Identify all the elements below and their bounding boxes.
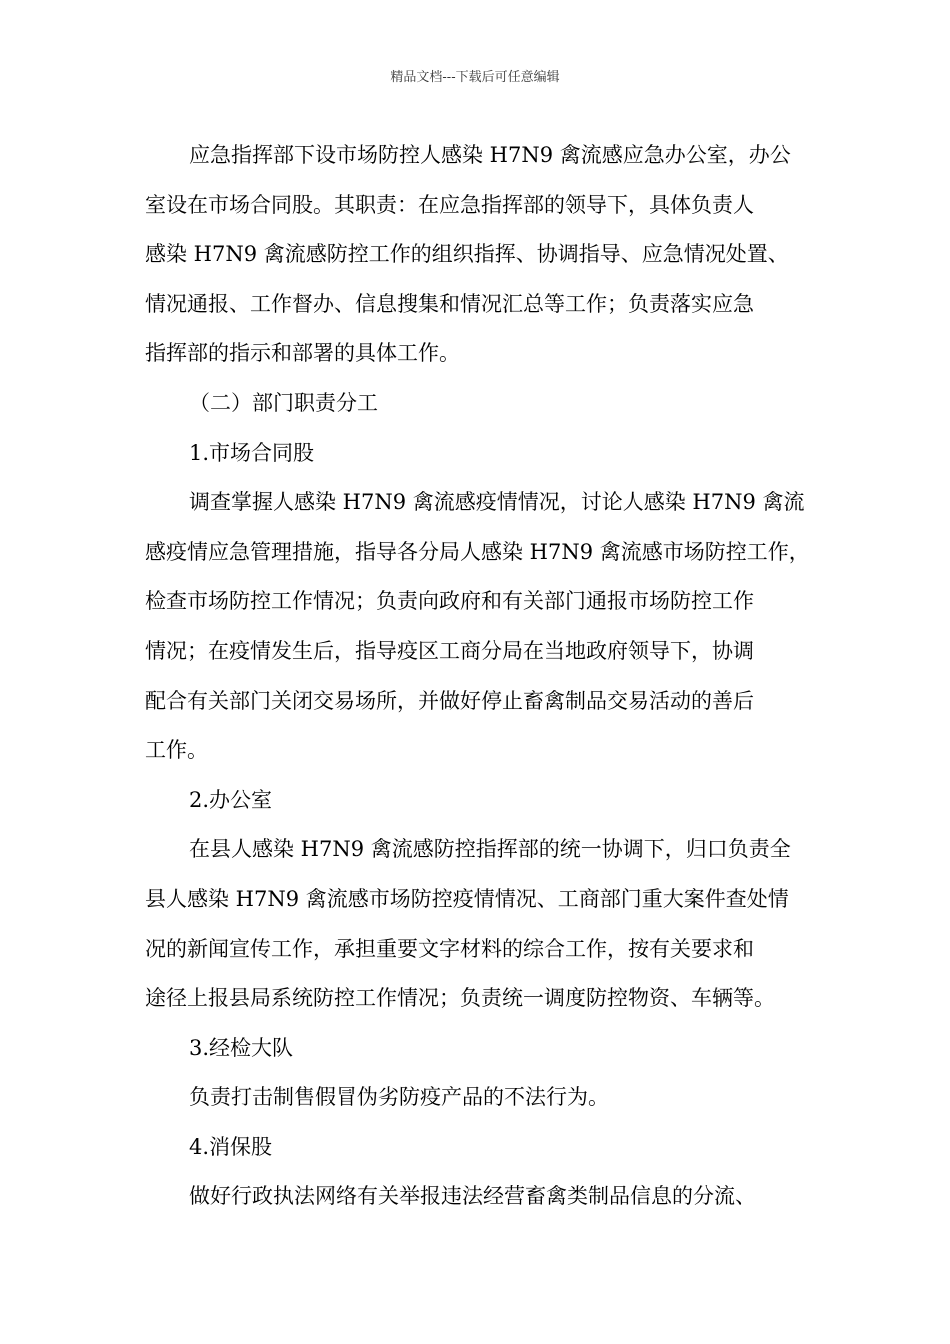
paragraph-line: 指挥部的指示和部署的具体工作。 bbox=[145, 341, 460, 366]
page-header: 精品文档---下载后可任意编辑 bbox=[390, 70, 560, 85]
paragraph-line: 感疫情应急管理措施，指导各分局人感染 H7N9 禽流感市场防控工作， bbox=[145, 539, 810, 564]
paragraph-line: 况的新闻宣传工作，承担重要文字材料的综合工作，按有关要求和 bbox=[145, 936, 754, 961]
paragraph-line: 应急指挥部下设市场防控人感染 H7N9 禽流感应急办公室，办公 bbox=[189, 143, 791, 167]
paragraph-line: 感染 H7N9 禽流感防控工作的组织指挥、协调指导、应急情况处置、 bbox=[145, 242, 789, 267]
paragraph-line: 检查市场防控工作情况；负责向政府和有关部门通报市场防控工作 bbox=[145, 589, 754, 614]
paragraph-line: 情况；在疫情发生后，指导疫区工商分局在当地政府领导下，协调 bbox=[145, 638, 754, 663]
document-body bbox=[145, 131, 823, 1222]
section-heading: （二）部门职责分工 bbox=[189, 390, 378, 415]
paragraph-line: 室设在市场合同股。其职责：在应急指挥部的领导下，具体负责人 bbox=[145, 192, 754, 217]
subsection-heading: 1.市场合同股 bbox=[189, 440, 315, 465]
paragraph-line: 情况通报、工作督办、信息搜集和情况汇总等工作；负责落实应急 bbox=[145, 291, 754, 316]
paragraph-line: 县人感染 H7N9 禽流感市场防控疫情情况、工商部门重大案件查处情 bbox=[145, 886, 789, 911]
paragraph-line: 做好行政执法网络有关举报违法经营畜禽类制品信息的分流、 bbox=[189, 1184, 756, 1209]
paragraph-line: 途径上报县局系统防控工作情况；负责统一调度防控物资、车辆等。 bbox=[145, 986, 775, 1011]
paragraph-line: 在县人感染 H7N9 禽流感防控指挥部的统一协调下，归口负责全 bbox=[189, 837, 791, 862]
subsection-heading: 3.经检大队 bbox=[189, 1035, 294, 1060]
subsection-heading: 2.办公室 bbox=[189, 787, 273, 812]
paragraph-line: 调查掌握人感染 H7N9 禽流感疫情情况，讨论人感染 H7N9 禽流 bbox=[189, 490, 805, 515]
paragraph-line: 配合有关部门关闭交易场所，并做好停止畜禽制品交易活动的善后 bbox=[145, 688, 754, 713]
subsection-heading: 4.消保股 bbox=[189, 1134, 273, 1159]
paragraph-line: 工作。 bbox=[145, 738, 208, 763]
paragraph-line: 负责打击制售假冒伪劣防疫产品的不法行为。 bbox=[189, 1085, 609, 1110]
